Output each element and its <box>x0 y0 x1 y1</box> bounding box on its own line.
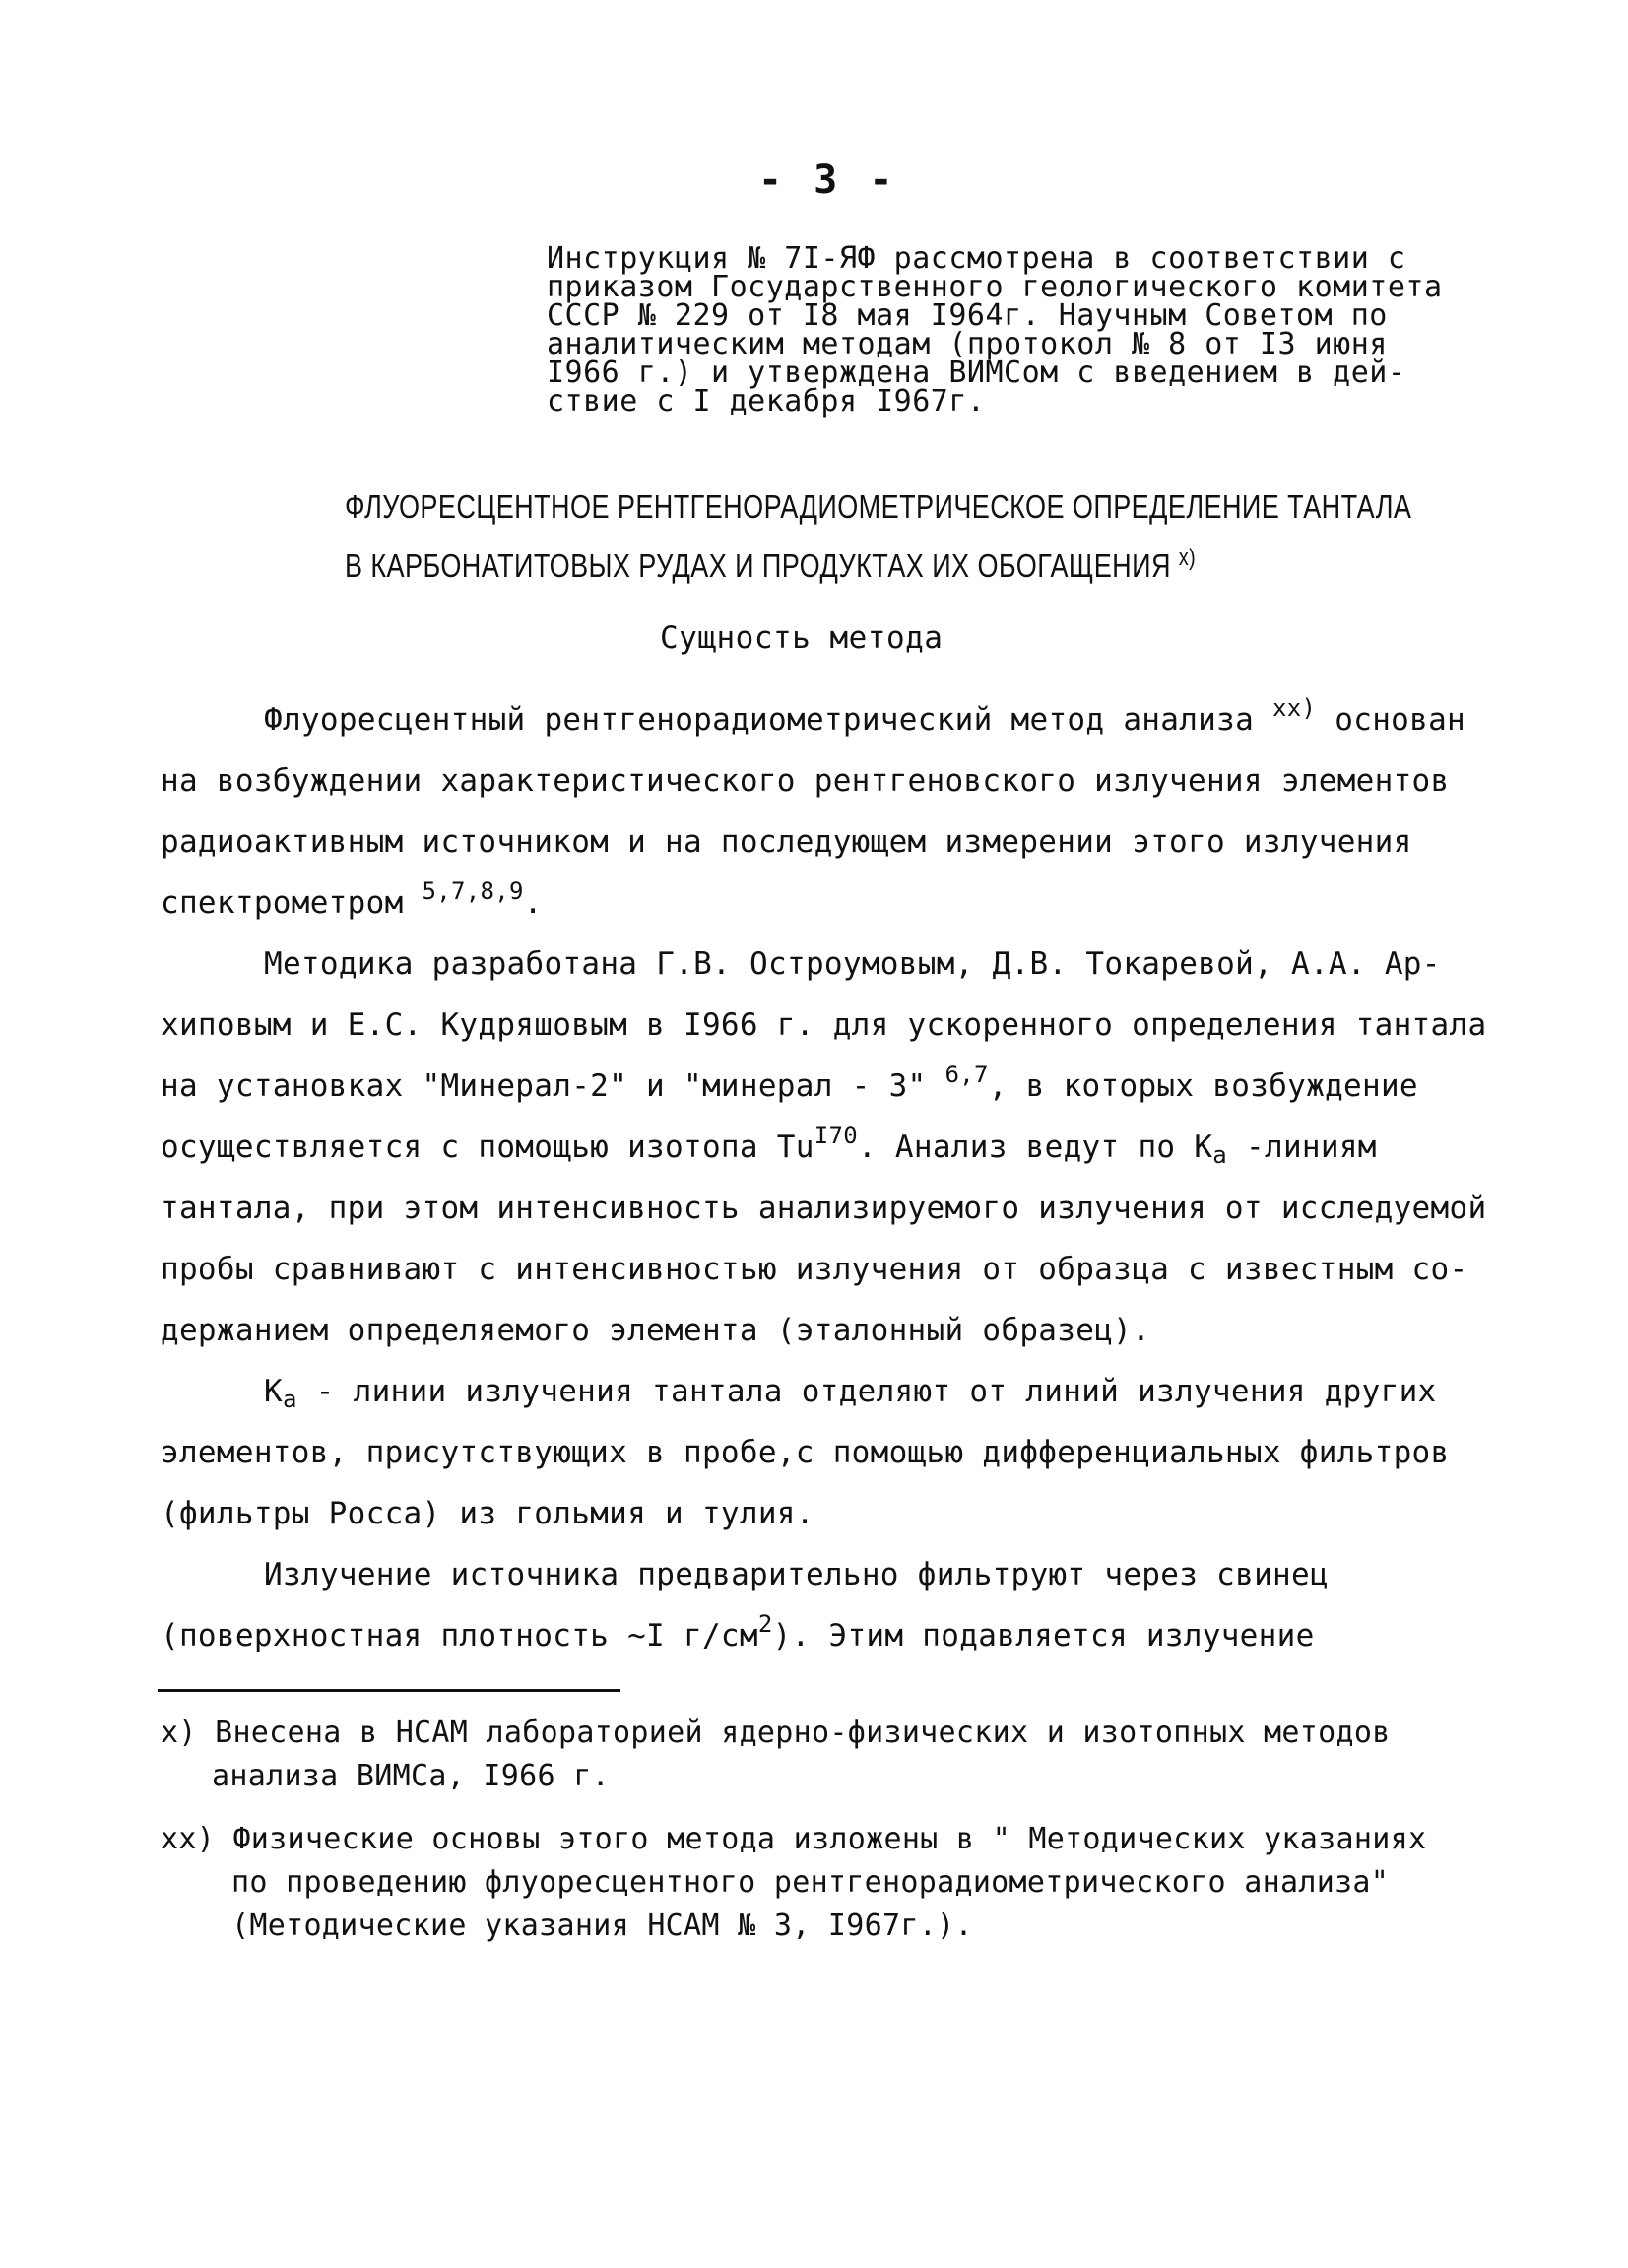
text-span: . <box>523 885 543 921</box>
paragraph-line: Методика разработана Г.В. Остроумовым, Д.В. Токаревой, А.А. Ар- <box>264 946 1441 982</box>
footnote-marker: xx) <box>1272 694 1317 722</box>
reference-marker: 5,7,8,9 <box>422 877 524 905</box>
page-number: - 3 - <box>758 158 897 203</box>
text-span: осуществляется с помощью изотопа Tu <box>161 1130 814 1165</box>
footnote-item <box>161 1712 1480 1798</box>
text-span: спектрометром <box>161 885 404 921</box>
paragraph-line <box>161 1605 1480 1666</box>
subscript-alpha: a <box>1212 1141 1228 1169</box>
approval-note-line: ствие с I декабря I967г. <box>547 384 986 419</box>
paragraph-line: тантала, при этом интенсивность анализируемого излучения от исследуемой <box>161 1191 1487 1226</box>
text-span: K <box>264 1374 283 1409</box>
paragraph-line: на возбуждении характеристического рентгеновского излучения элементов <box>161 763 1450 799</box>
footnote-line: x) Внесена в НСАМ лабораторией ядерно-физических и изотопных методов <box>161 1716 1391 1750</box>
footnote-line: xx) Физические основы этого метода изложены в " Методических указаниях <box>161 1822 1427 1856</box>
footnote-line: анализа ВИМСа, I966 г. <box>212 1759 610 1793</box>
approval-note-line: СССР № 229 от I8 мая I964г. Научным Советом по <box>547 298 1388 333</box>
text-span: . Анализ ведут по K <box>857 1130 1213 1165</box>
reference-marker: 6,7 <box>944 1061 989 1088</box>
document-title-text: В КАРБОНАТИТОВЫХ РУДАХ И ПРОДУКТАХ ИХ ОБОГАЩЕНИЯ <box>345 548 1171 584</box>
footnote-line: (Методические указания НСАМ № 3, I967г.). <box>231 1909 973 1943</box>
paragraph-line <box>161 1361 1480 1422</box>
text-span: - линии излучения тантала отделяют от линий излучения других <box>296 1374 1437 1409</box>
footnote-line: по проведению флуоресцентного рентгенорадиометрического анализа" <box>231 1865 1390 1900</box>
text-span: (поверхностная плотность ~I г/см <box>161 1618 758 1653</box>
paragraph-line: радиоактивным источником и на последующем измерении этого излучения <box>161 824 1412 860</box>
paragraph-line <box>161 1117 1480 1178</box>
paragraph-line: элементов, присутствующих в пробе,с помощью дифференциальных фильтров <box>161 1435 1450 1470</box>
subscript-alpha: a <box>282 1386 297 1413</box>
footnote-item <box>161 1818 1480 1948</box>
paragraph-line: Излучение источника предварительно фильтруют через свинец <box>264 1557 1329 1592</box>
approval-note-line: Инструкция № 7I-ЯФ рассмотрена в соответствии с <box>547 241 1406 276</box>
text-span: -линиям <box>1227 1130 1377 1165</box>
footnotes <box>161 1712 1480 1968</box>
paragraph-line <box>161 1056 1480 1117</box>
paragraph-line <box>161 873 1480 934</box>
text-span: , в которых возбуждение <box>988 1069 1418 1104</box>
text-span: ). Этим подавляется излучение <box>772 1618 1315 1653</box>
isotope-mass-number: I70 <box>814 1122 858 1149</box>
body-text <box>161 689 1487 1666</box>
document-title-line-1: ФЛУОРЕСЦЕНТНОЕ РЕНТГЕНОРАДИОМЕТРИЧЕСКОЕ ОПРЕДЕЛЕНИЕ ТАНТАЛА <box>345 488 1412 525</box>
paragraph-line: хиповым и Е.С. Кудряшовым в I966 г. для ускоренного определения тантала <box>161 1007 1487 1043</box>
text-span: Флуоресцентный рентгенорадиометрический метод анализа <box>264 702 1255 738</box>
footnote-divider <box>158 1689 620 1692</box>
footnote-marker: x) <box>1178 545 1197 571</box>
text-span: на установках "Минерал-2" и "минерал - 3" <box>161 1069 927 1104</box>
superscript-exponent: 2 <box>757 1610 773 1638</box>
paragraph-line: (фильтры Росса) из гольмия и тулия. <box>161 1496 814 1531</box>
text-span: основан <box>1335 702 1466 738</box>
paragraph-line: держанием определяемого элемента (эталонный образец). <box>161 1313 1151 1348</box>
approval-note-line: аналитическим методам (протокол № 8 от I3 июня <box>547 327 1388 361</box>
approval-note <box>547 241 1482 419</box>
approval-note-line: I966 г.) и утверждена ВИМСом с введением в дей- <box>547 356 1406 390</box>
paragraph-line: пробы сравнивают с интенсивностью излучения от образца с известным со- <box>161 1252 1468 1287</box>
paragraph-line <box>161 689 1480 750</box>
document-title-line-2 <box>345 545 1273 585</box>
approval-note-line: приказом Государственного геологического комитета <box>547 270 1443 304</box>
section-heading: Сущность метода <box>660 620 944 656</box>
